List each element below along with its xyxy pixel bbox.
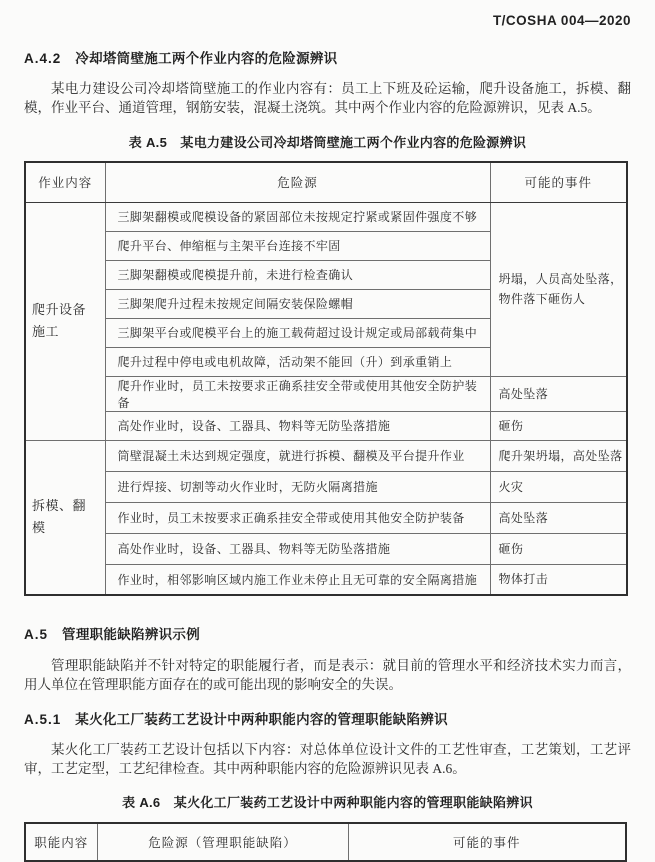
event-cell: 高处坠落 [490,502,627,533]
event-cell: 砸伤 [490,411,627,440]
table-a6-caption: 表 A.6 某火化工厂装药工艺设计中两种职能内容的管理职能缺陷辨识 [122,795,533,810]
section-a42-heading [24,47,631,67]
event-cell-merged: 坍塌，人员高处坠落，物件落下砸伤人 [490,202,627,376]
table-a5 [24,161,628,596]
event-cell: 火灾 [490,471,627,502]
table-row [25,411,627,440]
hazard-cell: 爬升过程中停电或电机故障，活动架不能回（升）到承重销上 [105,347,490,376]
section-a5-number: A.5 [24,627,49,642]
event-cell: 砸伤 [490,533,627,564]
hazard-cell: 爬升平台、伸缩框与主架平台连接不牢固 [105,231,490,260]
event-cell: 高处坠落 [490,376,627,411]
section-a5-paragraph: 管理职能缺陷并不针对特定的职能履行者，而是表示：就目前的管理水平和经济技术实力而言，用人单位在管理职能方面存在的或可能出现的影响安全的失误。 [24,658,631,692]
hazard-cell: 三脚架爬升过程未按规定间隔安装保险螺帽 [105,289,490,318]
col-header-activity: 作业内容 [25,162,105,202]
section-a51-title: 某火化工厂装药工艺设计中两种职能内容的管理职能缺陷辨识 [75,712,448,727]
section-a5-title: 管理职能缺陷辨识示例 [62,627,201,642]
section-a51-heading [24,708,631,728]
doc-number: T/COSHA 004—2020 [492,13,631,28]
col-header-event: 可能的事件 [490,162,627,202]
col-header-function: 职能内容 [25,823,97,861]
section-a5-heading [24,623,631,643]
hazard-cell: 三脚架翻模或爬模提升前，未进行检查确认 [105,260,490,289]
table-a6-header-row [25,823,626,861]
hazard-cell: 三脚架翻模或爬模设备的紧固部位未按规定拧紧或紧固件强度不够 [105,202,490,231]
table-row [25,533,627,564]
hazard-cell: 爬升作业时，员工未按要求正确系挂安全带或使用其他安全防护装备 [105,376,490,411]
activity-cell: 拆模、翻模 [25,440,105,595]
table-a5-caption: 表 A.5 某电力建设公司冷却塔筒壁施工两个作业内容的危险源辨识 [128,135,527,150]
hazard-cell: 高处作业时，设备、工器具、物料等无防坠落措施 [105,533,490,564]
table-row [25,502,627,533]
event-cell: 物体打击 [490,564,627,595]
hazard-cell: 作业时，相邻影响区域内施工作业未停止且无可靠的安全隔离措施 [105,564,490,595]
hazard-cell: 作业时，员工未按要求正确系挂安全带或使用其他安全防护装备 [105,502,490,533]
col-header-hazard: 危险源 [105,162,490,202]
table-row [25,564,627,595]
col-header-event: 可能的事件 [348,823,626,861]
hazard-cell: 高处作业时，设备、工器具、物料等无防坠落措施 [105,411,490,440]
section-a42-title: 冷却塔筒壁施工两个作业内容的危险源辨识 [75,51,338,66]
table-a5-header-row [25,162,627,202]
section-a42-number: A.4.2 [24,51,62,66]
table-row [25,202,627,231]
table-row [25,376,627,411]
hazard-cell: 三脚架平台或爬模平台上的施工载荷超过设计规定或局部载荷集中 [105,318,490,347]
col-header-hazard-defect: 危险源（管理职能缺陷） [97,823,348,861]
table-a6 [24,822,627,862]
section-a51-number: A.5.1 [24,712,62,727]
event-cell: 爬升架坍塌，高处坠落 [490,440,627,471]
table-row [25,440,627,471]
hazard-cell: 筒壁混凝土未达到规定强度，就进行拆模、翻模及平台提升作业 [105,440,490,471]
section-a51-paragraph: 某火化工厂装药工艺设计包括以下内容：对总体单位设计文件的工艺性审查，工艺策划，工艺评审，工艺定型，工艺纪律检查。其中两种职能内容的危险源辨识见表 A.6。 [24,742,631,776]
activity-cell: 爬升设备施工 [25,202,105,440]
hazard-cell: 进行焊接、切割等动火作业时，无防火隔离措施 [105,471,490,502]
table-row [25,471,627,502]
section-a42-paragraph: 某电力建设公司冷却塔筒壁施工的作业内容有：员工上下班及砼运输，爬升设备施工，拆模、翻模，作业平台、通道管理，钢筋安装，混凝土浇筑。其中两个作业内容的危险源辨识，见表 A.5。 [24,81,631,115]
